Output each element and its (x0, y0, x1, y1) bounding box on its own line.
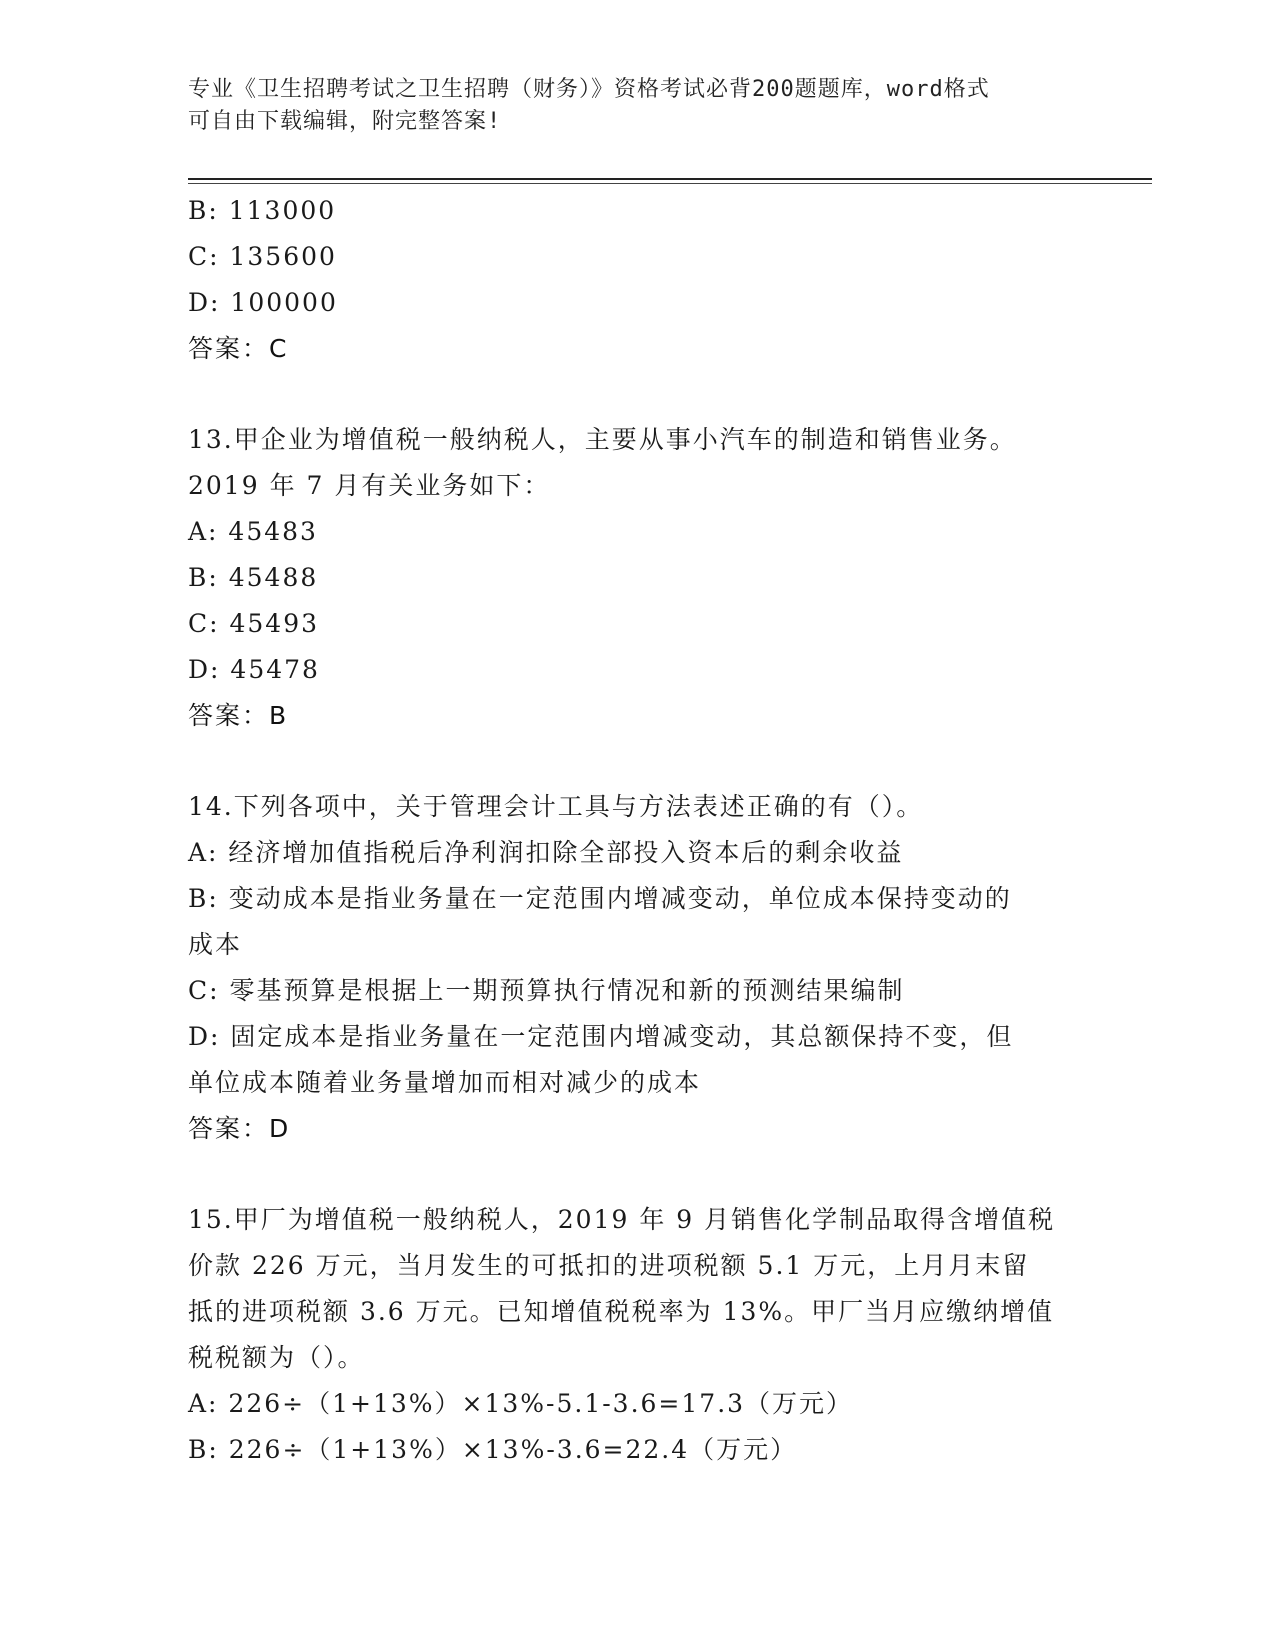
question-14 (188, 784, 1088, 1152)
question-stem: 13.甲企业为增值税一般纳税人，主要从事小汽车的制造和销售业务。 (188, 425, 1017, 454)
question-stem: 15.甲厂为增值税一般纳税人，2019 年 9 月销售化学制品取得含增值税 (188, 1205, 1056, 1234)
option-d: D: 固定成本是指业务量在一定范围内增减变动，其总额保持不变，但 (188, 1022, 1014, 1051)
question-12-continued (188, 188, 1088, 372)
option-b: B: 变动成本是指业务量在一定范围内增减变动，单位成本保持变动的 (188, 884, 1012, 913)
option-b: B: 45488 (188, 563, 319, 592)
option-a: A: 经济增加值指税后净利润扣除全部投入资本后的剩余收益 (188, 838, 904, 867)
question-stem: 税税额为（）。 (188, 1343, 365, 1372)
spacer (188, 1152, 1088, 1197)
option-d: D: 100000 (188, 288, 338, 317)
option-b: B: 113000 (188, 196, 337, 225)
option-d-continued: 单位成本随着业务量增加而相对减少的成本 (188, 1068, 702, 1097)
question-stem: 抵的进项税额 3.6 万元。已知增值税税率为 13%。甲厂当月应缴纳增值 (188, 1297, 1055, 1326)
answer-line: 答案：C (188, 334, 289, 363)
header-line-2: 可自由下载编辑，附完整答案! (188, 109, 502, 134)
answer-line: 答案：D (188, 1114, 291, 1143)
header-divider-thin (188, 183, 1152, 184)
option-a: A: 45483 (188, 517, 318, 546)
question-13 (188, 417, 1088, 739)
option-c: C: 零基预算是根据上一期预算执行情况和新的预测结果编制 (188, 976, 905, 1005)
header-line-1: 专业《卫生招聘考试之卫生招聘（财务）》资格考试必背200题题库，word格式 (188, 77, 990, 102)
question-15 (188, 1197, 1088, 1473)
question-stem: 2019 年 7 月有关业务如下： (188, 471, 551, 500)
option-d: D: 45478 (188, 655, 320, 684)
header-divider-thick (188, 178, 1152, 180)
spacer (188, 372, 1088, 417)
option-a: A: 226÷（1+13%）×13%-5.1-3.6=17.3（万元） (188, 1389, 854, 1418)
document-body (188, 188, 1088, 1473)
option-c: C: 45493 (188, 609, 320, 638)
option-b-continued: 成本 (188, 930, 243, 959)
option-b: B: 226÷（1+13%）×13%-3.6=22.4（万元） (188, 1435, 798, 1464)
answer-line: 答案：B (188, 701, 289, 730)
document-header (188, 74, 1068, 138)
question-stem: 14.下列各项中，关于管理会计工具与方法表述正确的有（）。 (188, 792, 924, 821)
option-c: C: 135600 (188, 242, 337, 271)
spacer (188, 739, 1088, 784)
question-stem: 价款 226 万元，当月发生的可抵扣的进项税额 5.1 万元，上月月末留 (188, 1251, 1030, 1280)
